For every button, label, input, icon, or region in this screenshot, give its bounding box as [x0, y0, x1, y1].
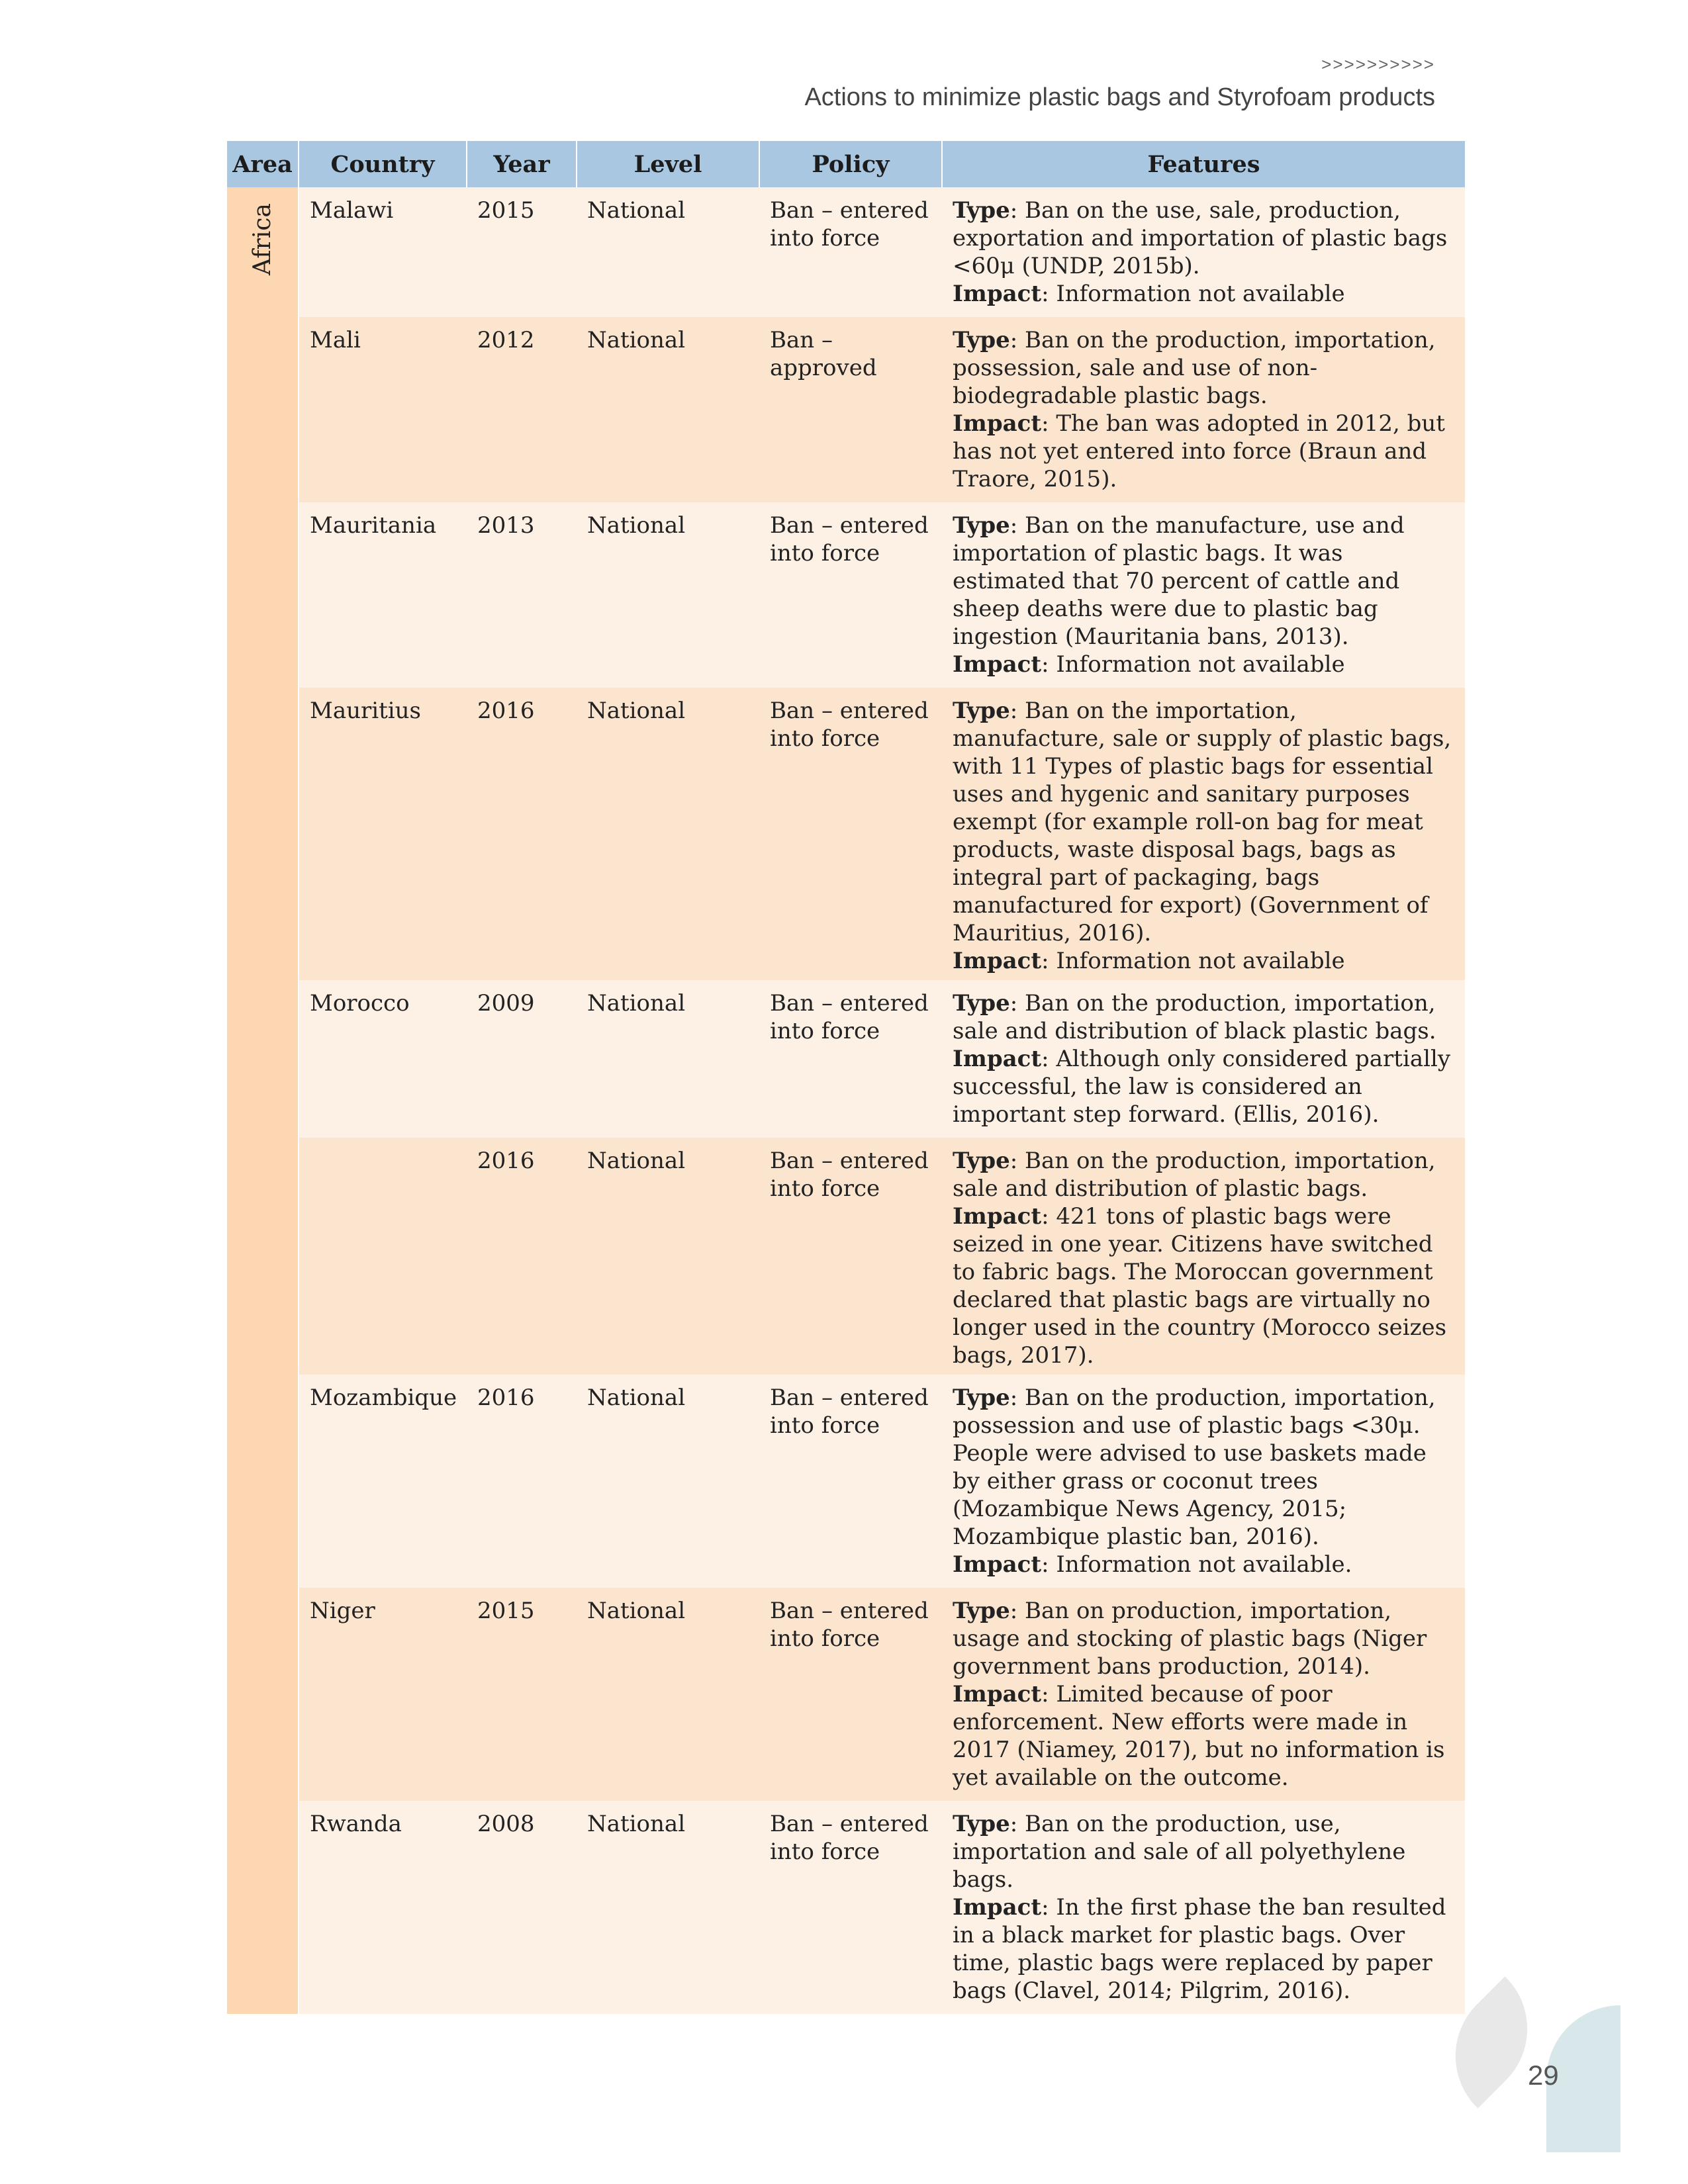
features-cell	[942, 502, 1465, 688]
features-cell	[942, 980, 1465, 1138]
header-arrows: >>>>>>>>>>	[1321, 54, 1435, 74]
year-cell: 2015	[467, 187, 577, 317]
type-text: : Ban on the use, sale, production, exportation and importation of plastic bags <60μ (UNDP, 2015b).	[953, 197, 1448, 279]
year-cell: 2009	[467, 980, 577, 1138]
table-row	[227, 317, 1465, 502]
header-title: Actions to minimize plastic bags and Styrofoam products	[804, 83, 1435, 111]
policy-table	[227, 141, 1465, 2014]
impact-label: Impact	[953, 1203, 1042, 1230]
type-label: Type	[953, 197, 1010, 224]
area-cell	[227, 187, 299, 2014]
country-cell: Mozambique	[299, 1375, 467, 1588]
level-cell: National	[577, 187, 759, 317]
type-label: Type	[953, 1148, 1010, 1174]
table-row	[227, 688, 1465, 980]
type-label: Type	[953, 990, 1010, 1017]
features-cell	[942, 1138, 1465, 1375]
table-row	[227, 1588, 1465, 1801]
level-cell: National	[577, 502, 759, 688]
country-cell: Mali	[299, 317, 467, 502]
features-cell	[942, 688, 1465, 980]
impact-label: Impact	[953, 1551, 1042, 1578]
impact-text: : Information not available	[1041, 948, 1345, 974]
level-cell: National	[577, 980, 759, 1138]
col-header-year: Year	[467, 141, 577, 187]
country-cell: Niger	[299, 1588, 467, 1801]
level-cell: National	[577, 1588, 759, 1801]
impact-label: Impact	[953, 1046, 1042, 1072]
policy-cell: Ban – entered into force	[759, 1138, 942, 1375]
type-label: Type	[953, 1385, 1010, 1411]
col-header-features: Features	[942, 141, 1465, 187]
policy-cell: Ban – entered into force	[759, 1375, 942, 1588]
country-cell: Mauritius	[299, 688, 467, 980]
table-row	[227, 1375, 1465, 1588]
impact-label: Impact	[953, 1681, 1042, 1707]
type-text: : Ban on the production, importation, sale and distribution of plastic bags.	[953, 1148, 1436, 1202]
impact-label: Impact	[953, 281, 1042, 307]
year-cell: 2015	[467, 1588, 577, 1801]
page-number: 29	[1528, 2060, 1559, 2091]
table-row	[227, 1801, 1465, 2014]
impact-text: : Information not available	[1041, 651, 1345, 678]
impact-label: Impact	[953, 1894, 1042, 1921]
type-label: Type	[953, 1811, 1010, 1837]
impact-text: : Limited because of poor enforcement. New efforts were made in 2017 (Niamey, 2017), but no information is yet available on the outcome.	[953, 1681, 1445, 1791]
table-header-row	[227, 141, 1465, 187]
country-cell: Mauritania	[299, 502, 467, 688]
policy-cell: Ban – entered into force	[759, 502, 942, 688]
policy-cell: Ban – approved	[759, 317, 942, 502]
impact-text: : 421 tons of plastic bags were seized in one year. Citizens have switched to fabric bags. The Moroccan government declared that plastic bags are virtually no longer used in the country (Morocco seizes bags, 2017).	[953, 1203, 1447, 1369]
table-row	[227, 502, 1465, 688]
type-label: Type	[953, 698, 1010, 724]
table-row	[227, 187, 1465, 317]
type-text: : Ban on the production, importation, sale and distribution of black plastic bags.	[953, 990, 1436, 1044]
type-text: : Ban on the production, use, importation and sale of all polyethylene bags.	[953, 1811, 1406, 1893]
country-cell	[299, 1138, 467, 1375]
impact-label: Impact	[953, 948, 1042, 974]
features-cell	[942, 187, 1465, 317]
year-cell: 2013	[467, 502, 577, 688]
level-cell: National	[577, 688, 759, 980]
policy-cell: Ban – entered into force	[759, 1801, 942, 2014]
year-cell: 2012	[467, 317, 577, 502]
country-cell: Malawi	[299, 187, 467, 317]
features-cell	[942, 317, 1465, 502]
col-header-country: Country	[299, 141, 467, 187]
country-cell: Morocco	[299, 980, 467, 1138]
table-row	[227, 1138, 1465, 1375]
country-cell: Rwanda	[299, 1801, 467, 2014]
type-text: : Ban on the manufacture, use and importation of plastic bags. It was estimated that 70 percent of cattle and sheep deaths were due to plastic bag ingestion (Mauritania bans, 2013).	[953, 512, 1405, 650]
level-cell: National	[577, 1375, 759, 1588]
area-label: Africa	[249, 203, 276, 276]
level-cell: National	[577, 1138, 759, 1375]
year-cell: 2016	[467, 1138, 577, 1375]
year-cell: 2016	[467, 688, 577, 980]
impact-label: Impact	[953, 410, 1042, 437]
type-text: : Ban on the importation, manufacture, sale or supply of plastic bags, with 11 Types of plastic bags for essential uses and hygenic and sanitary purposes exempt (for example roll-on bag for meat products, waste disposal bags, bags as integral part of packaging, bags manufactured for export) (Government of Mauritius, 2016).	[953, 698, 1452, 946]
type-label: Type	[953, 1598, 1010, 1624]
level-cell: National	[577, 1801, 759, 2014]
col-header-policy: Policy	[759, 141, 942, 187]
col-header-level: Level	[577, 141, 759, 187]
type-label: Type	[953, 327, 1010, 353]
impact-text: : Information not available	[1041, 281, 1345, 307]
type-label: Type	[953, 512, 1010, 539]
features-cell	[942, 1588, 1465, 1801]
year-cell: 2016	[467, 1375, 577, 1588]
type-text: : Ban on the production, importation, possession and use of plastic bags <30μ. People were advised to use baskets made by either grass or coconut trees (Mozambique News Agency, 2015; Mozambique plastic ban, 2016).	[953, 1385, 1436, 1550]
col-header-area: Area	[227, 141, 299, 187]
policy-cell: Ban – entered into force	[759, 980, 942, 1138]
type-text: : Ban on production, importation, usage and stocking of plastic bags (Niger government bans production, 2014).	[953, 1598, 1427, 1680]
impact-text: : In the first phase the ban resulted in a black market for plastic bags. Over time, plastic bags were replaced by paper bags (Clavel, 2014; Pilgrim, 2016).	[953, 1894, 1446, 2004]
policy-cell: Ban – entered into force	[759, 688, 942, 980]
impact-text: : Information not available.	[1041, 1551, 1352, 1578]
type-text: : Ban on the production, importation, possession, sale and use of non-biodegradable plastic bags.	[953, 327, 1436, 409]
year-cell: 2008	[467, 1801, 577, 2014]
policy-cell: Ban – entered into force	[759, 1588, 942, 1801]
impact-label: Impact	[953, 651, 1042, 678]
features-cell	[942, 1801, 1465, 2014]
level-cell: National	[577, 317, 759, 502]
policy-cell: Ban – entered into force	[759, 187, 942, 317]
impact-text: : The ban was adopted in 2012, but has not yet entered into force (Braun and Traore, 2015).	[953, 410, 1445, 492]
impact-text: : Although only considered partially successful, the law is considered an important step forward. (Ellis, 2016).	[953, 1046, 1451, 1128]
features-cell	[942, 1375, 1465, 1588]
table-row	[227, 980, 1465, 1138]
